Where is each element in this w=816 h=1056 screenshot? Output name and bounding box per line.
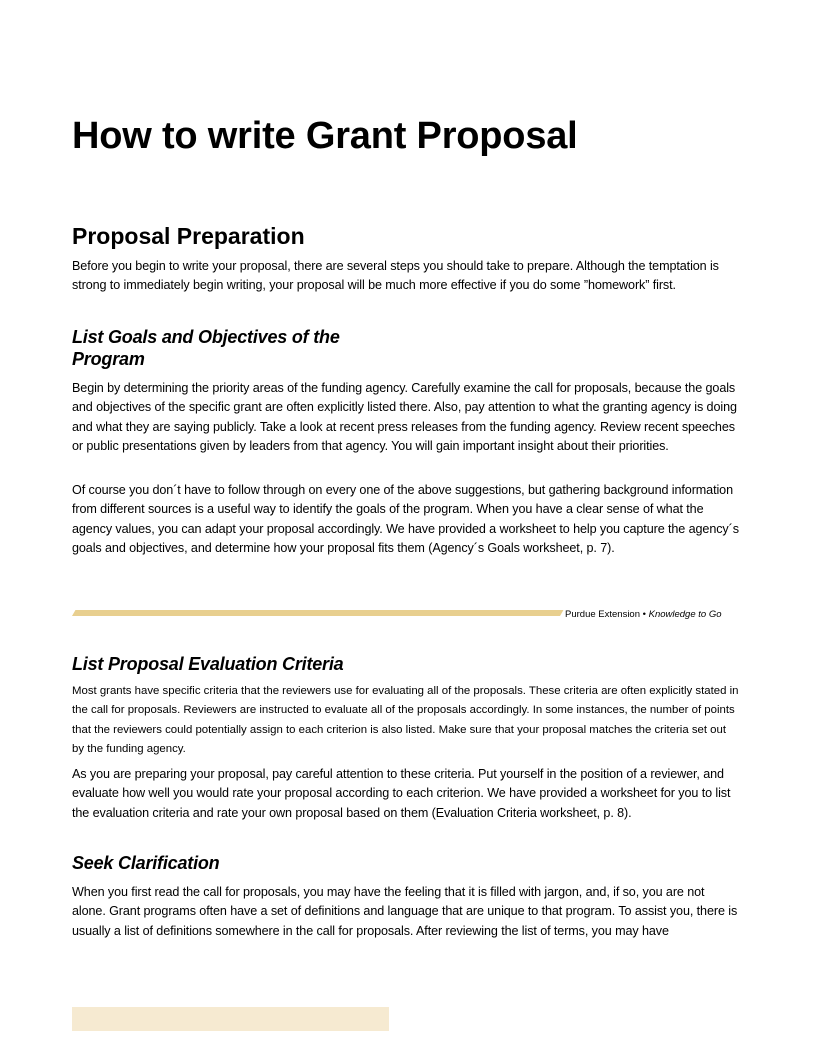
footer-text [565, 608, 722, 622]
heading-evaluation-criteria: List Proposal Evaluation Criteria [72, 654, 344, 674]
paragraph-proposal-preparation: Before you begin to write your proposal, there are several steps you should take to prepare. Although the temptation is strong to immediately begin writing, your proposal will be much more effective if you do some ”homework” first. [72, 259, 719, 293]
paragraph-evaluation-criteria-1: Most grants have specific criteria that the reviewers use for evaluating all of the proposals. These criteria are often explicitly stated in the call for proposals. Reviewers are instructed to evaluate all of the proposals accordingly. In some instances, the number of points that the reviewers could potentially assign to each criterion is also listed. Make sure that your proposal matches the criteria set out by the funding agency. [72, 685, 739, 756]
bottom-highlight-box [72, 1007, 389, 1031]
footer-tagline: Knowledge to Go [648, 609, 722, 620]
heading-seek-clarification: Seek Clarification [72, 853, 220, 873]
paragraph-list-goals-2: Of course you don´t have to follow through on every one of the above suggestions, but gathering background information from different sources is a useful way to identify the goals of the program. When you have a clear sense of what the agency values, you can adapt your proposal accordingly. We have provided a worksheet to help you capture the agency´s goals and objectives, and determine how your proposal fits them (Agency´s Goals worksheet, p. 7). [72, 483, 739, 556]
paragraph-seek-clarification: When you first read the call for proposals, you may have the feeling that it is filled with jargon, and, if so, you are not alone. Grant programs often have a set of definitions and language that are unique to that program. To assist you, there is usually a list of definitions somewhere in the call for proposals. After reviewing the list of terms, you may have [72, 885, 738, 938]
document-title: How to write Grant Proposal [72, 115, 578, 157]
footer-org: Purdue Extension • [565, 609, 649, 620]
footer-rule [72, 610, 563, 616]
heading-proposal-preparation: Proposal Preparation [72, 223, 305, 249]
heading-list-goals [72, 326, 340, 370]
heading-list-goals-line1: List Goals and Objectives of the [72, 327, 340, 347]
paragraph-list-goals-1: Begin by determining the priority areas of the funding agency. Carefully examine the call for proposals, because the goals and objectives of the specific grant are often explicitly listed there. Also, pay attention to what the granting agency is doing and what they are saying publicly. Take a look at recent press releases from the funding agency. Review recent speeches or public presentations given by leaders from that agency. You will gain important insight about their priorities. [72, 381, 737, 454]
paragraph-evaluation-criteria-2: As you are preparing your proposal, pay careful attention to these criteria. Put yourself in the position of a reviewer, and evaluate how well you would rate your proposal according to each criterion. We have provided a worksheet for you to list the evaluation criteria and rate your own proposal based on them (Evaluation Criteria worksheet, p. 8). [72, 767, 731, 820]
heading-list-goals-line2: Program [72, 349, 145, 369]
